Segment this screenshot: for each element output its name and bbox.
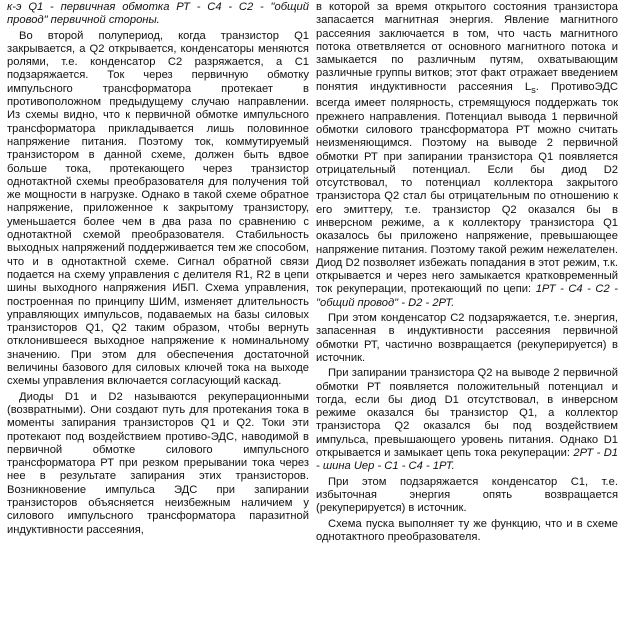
paragraph: к-э Q1 - первичная обмотка РТ - С4 - С2 - "общий провод" первичной стороны. (7, 1, 309, 27)
paragraph: в которой за время открытого состояния транзистора запасается магнитная энергия. Явление магнитного рассеяния заключается в том, что часть магнитного потока ответвляется от основного магнитного потока и замыкается по различным путям, охватывающим различные группы витков; этот факт отражает введением понятия индуктивности рассеяния $L_s$. ПротивоЭДС всегда имеет полярность, стремящуюся поддержать ток прежнего направления. Потенциал вывода 1 первичной обмотки силового трансформатора РТ можно считать неизменяющимся. Поэтому на выводе 2 первичной обмотки РТ при запирании транзистора Q1 появляется отрицательный потенциал. Если бы диод D2 отсутствовал, то потенциал коллектора закрытого транзистора Q2 стал бы отрицательным по отношению к его эмиттеру, т.е. транзистор Q2 оказался бы в инверсном режиме, а к коллектору транзистора Q1 оказалось бы приложено напряжение, превышающее напряжение питания. Поэтому такой режим нежелателен. Диод D2 позволяет избежать попадания в этот режим, т.к. открывается и через него замыкается кратковременный ток рекуперации, протекающий по цепи: 1РТ - С4 - С2 - "общий провод" - D2 - 2РТ. (316, 1, 618, 309)
left-column (7, 1, 309, 617)
paragraph: Диоды D1 и D2 называются рекуперационными (возвратными). Они создают путь для протекания тока в моменты запирания транзисторов Q1 и Q2. Токи эти протекают под воздействием противо-ЭДС, наводимой в первичной обмотке силового импульсного трансформатора РТ при резком прерывании тока через нее в результате запирания этих транзисторов. Возникновение импульса ЭДС при запирании транзисторов объясняется неизбежным наличием у силового импульсного трансформатора паразитной индуктивности рассеяния, (7, 390, 309, 536)
paragraph: Схема пуска выполняет ту же функцию, что и в схеме однотактного преобразователя. (316, 517, 618, 543)
paragraph: При этом конденсатор С2 подзаряжается, т.е. энергия, запасенная в индуктивности рассеяния первичной обмотки РТ, частично возвращается (рекуперируется) в источник. (316, 312, 618, 364)
paragraph: Во второй полупериод, когда транзистор Q1 закрывается, а Q2 открывается, конденсаторы меняются ролями, т.е. конденсатор С2 разряжается, а С1 подзаряжается. Ток через первичную обмотку импульсного трансформатора протекает в противоположном предыдущему случаю направлении. Из схемы видно, что к первичной обмотке импульсного трансформатора прикладывается лишь половинное напряжение питания. Поэтому ток, коммутируемый транзистором в данной схеме, должен быть вдвое больше тока, протекающего через транзистор однотактной схемы преобразователя для получения той же мощности в нагрузке. Однако в такой схеме обратное напряжение, приложенное к закрытому транзистору, уменьшается более чем в два раза по сравнению с однотактной схемой преобразователя. Стабильность выходных напряжений поддерживается тем же способом, что и в однотактной схеме. Сигнал обратной связи подается на схему управления с делителя R1, R2 в цепи шины выходного напряжения ИБП. Схема управления, построенная по принципу ШИМ, изменяет длительность управляющих импульсов, подаваемых на базы силовых транзисторов Q1, Q2 таким образом, чтобы вернуть отклонившееся выходное напряжение к номинальному значению. При этом для обеспечения достаточной величины базового для силовых ключей тока на выходе схемы управления включается согласующий каскад. (7, 29, 309, 388)
right-column (316, 1, 618, 617)
paragraph: При этом подзаряжается конденсатор С1, т.е. избыточная энергия опять возвращается (рекуперируется) в источник. (316, 475, 618, 515)
paragraph: При запирании транзистора Q2 на выводе 2 первичной обмотки РТ появляется положительный потенциал и тогда, если бы диод D1 отсутствовал, в инверсном режиме оказался бы транзистор Q1, а коллектор транзистора Q2 оказался бы под воздействием импульса, превышающего уровень питания. Однако D1 открывается и замыкает цепь тока рекуперации: 2РТ - D1 - шина Uep - С1 - С4 - 1РТ. (316, 367, 618, 473)
